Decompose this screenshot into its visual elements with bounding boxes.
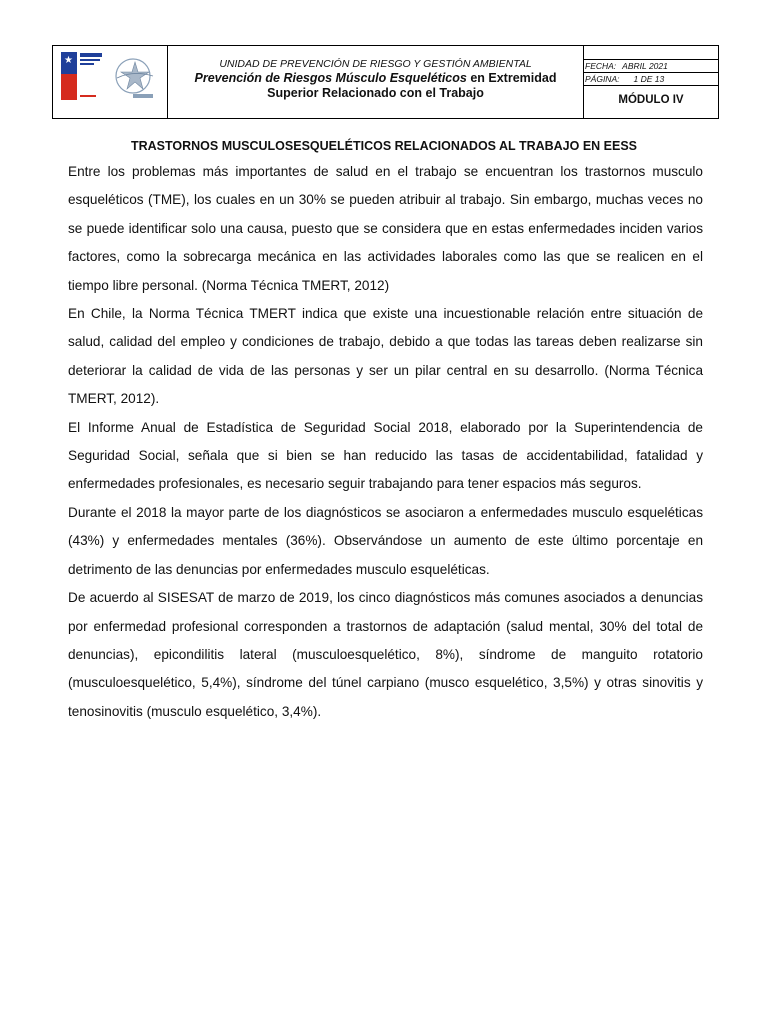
unit-name: UNIDAD DE PREVENCIÓN DE RIESGO Y GESTIÓN AMBIENTAL bbox=[219, 58, 532, 70]
document-heading: TRASTORNOS MUSCULOSESQUELÉTICOS RELACIONADOS AL TRABAJO EN EESS bbox=[130, 139, 638, 153]
header-title-cell bbox=[168, 46, 584, 118]
star-emblem-logo bbox=[113, 56, 157, 100]
paragraph: En Chile, la Norma Técnica TMERT indica que existe una incuestionable relación entre situación de salud, calidad del empleo y condiciones de trabajo, debido a que todas las tareas deben realizarse sin deteriorar la calidad de vida de las personas y ser un pilar central en su desarrollo. (Norma Técnica TMERT, 2012). bbox=[68, 306, 703, 407]
pagina-row bbox=[584, 73, 718, 86]
header-meta-cell bbox=[584, 46, 718, 118]
paragraph: Entre los problemas más importantes de salud en el trabajo se encuentran los trastornos musculo esqueléticos (TME), los cuales en un 30% se pueden atribuir al trabajo. Sin embargo, muchas veces no se puede identificar solo una causa, puesto que se considera que en estas enfermedades inciden varios factores, como la sobrecarga mecánica en las actividades laborales como las que se realicen en el tiempo libre personal. (Norma Técnica TMERT, 2012) bbox=[68, 164, 703, 293]
paragraph: Durante el 2018 la mayor parte de los diagnósticos se asociaron a enfermedades musculo esqueléticas (43%) y enfermedades mentales (36%). Observándose un aumento de este último porcentaje en detrimento de las denuncias por enfermedades musculo esqueléticas. bbox=[68, 504, 703, 577]
pagina-label: PÁGINA: bbox=[585, 74, 620, 84]
meta-spacer bbox=[584, 46, 718, 60]
fecha-row bbox=[584, 60, 718, 73]
document-header bbox=[52, 45, 719, 119]
ministry-of-health-chile-logo: ★ bbox=[61, 52, 109, 104]
document-body bbox=[68, 158, 703, 726]
module-title-line2: Superior Relacionado con el Trabajo bbox=[267, 86, 484, 100]
fecha-label: FECHA: bbox=[585, 61, 617, 71]
module-title-rest: en Extremidad bbox=[466, 71, 557, 85]
paragraph: De acuerdo al SISESAT de marzo de 2019, los cinco diagnósticos más comunes asociados a denuncias por enfermedad profesional corresponden a trastornos de adaptación (salud mental, 30% del total de denuncias), epicondilitis lateral (musculoesquelético, 8%), síndrome de manguito rotatorio (musculoesquelético, 5,4%), síndrome del túnel carpiano (musco esquelético, 3,5%) y otras sinovitis y tenosinovitis (musculo esquelético, 3,4%). bbox=[68, 590, 703, 719]
logo-cell bbox=[53, 46, 168, 118]
module-title-italic: Prevención de Riesgos Músculo Esqueléticos bbox=[194, 71, 467, 85]
pagina-value: 1 DE 13 bbox=[633, 74, 665, 84]
fecha-value: ABRIL 2021 bbox=[622, 61, 668, 71]
module-title-line1 bbox=[168, 71, 583, 86]
paragraph: El Informe Anual de Estadística de Seguridad Social 2018, elaborado por la Superintendencia de Seguridad Social, señala que si bien se han reducido las tasas de accidentabilidad, fatalidad y enfermedades profesionales, es necesario seguir trabajando para tener espacios más seguros. bbox=[68, 419, 703, 492]
modulo-label: MÓDULO IV bbox=[618, 94, 684, 106]
